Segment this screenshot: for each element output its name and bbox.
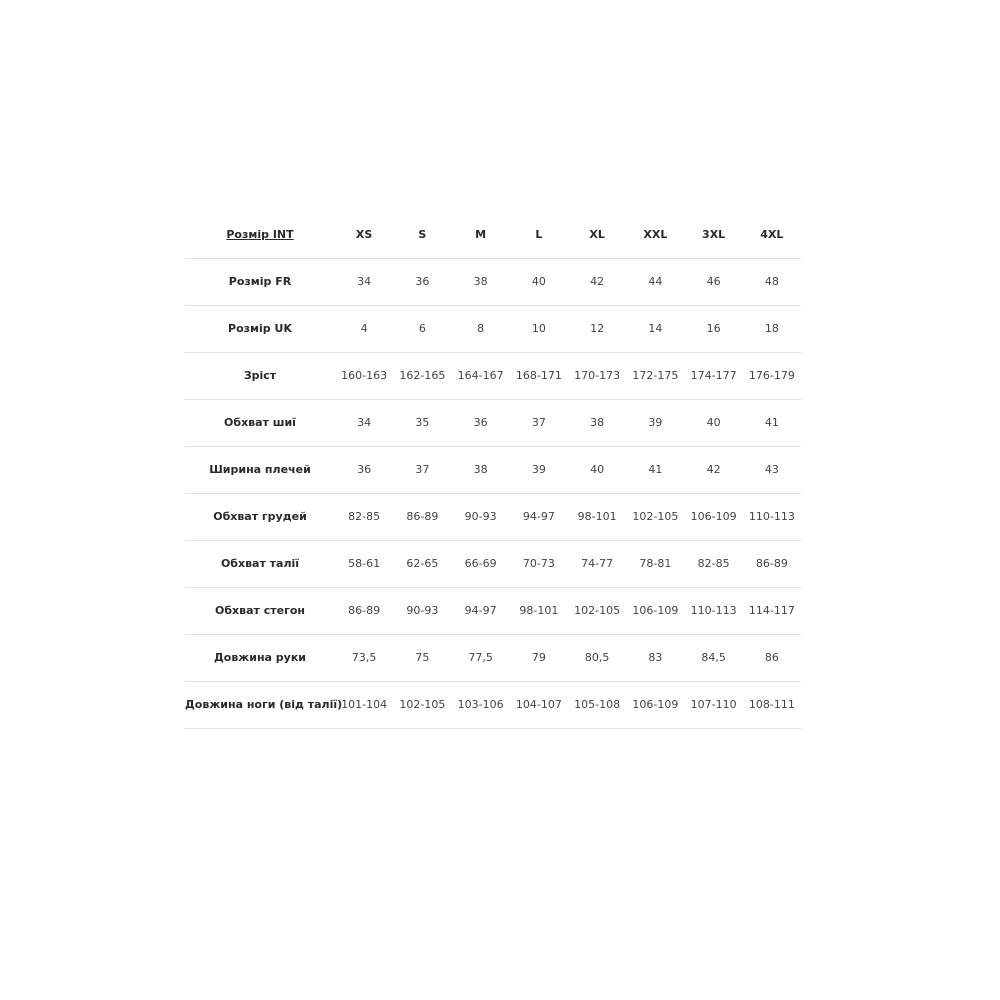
- table-cell: 16: [685, 305, 743, 352]
- table-cell: 6: [393, 305, 451, 352]
- table-cell: 168-171: [510, 352, 568, 399]
- table-cell: 101-104: [335, 681, 393, 728]
- table-cell: 44: [626, 258, 684, 305]
- table-cell: 172-175: [626, 352, 684, 399]
- table-cell: 38: [568, 399, 626, 446]
- size-int-label: Розмір INT: [226, 227, 294, 241]
- table-cell: 14: [626, 305, 684, 352]
- table-cell: 78-81: [626, 540, 684, 587]
- row-label-cell: Обхват шиї: [185, 399, 335, 446]
- table-cell: 73,5: [335, 634, 393, 681]
- table-row: [185, 681, 801, 728]
- row-label-cell: Обхват стегон: [185, 587, 335, 634]
- table-cell: 110-113: [685, 587, 743, 634]
- row-label-cell: Довжина ноги (від талії): [185, 681, 335, 728]
- header-size-cell: 4XL: [743, 211, 801, 258]
- header-size-cell: XXL: [626, 211, 684, 258]
- table-cell: 80,5: [568, 634, 626, 681]
- table-cell: 77,5: [452, 634, 510, 681]
- table-cell: 43: [743, 446, 801, 493]
- table-cell: 37: [393, 446, 451, 493]
- table-row: [185, 493, 801, 540]
- row-label-cell: Розмір UK: [185, 305, 335, 352]
- row-label-cell: Довжина руки: [185, 634, 335, 681]
- table-cell: 82-85: [335, 493, 393, 540]
- table-cell: 38: [452, 258, 510, 305]
- table-cell: 82-85: [685, 540, 743, 587]
- table-cell: 84,5: [685, 634, 743, 681]
- table-cell: 114-117: [743, 587, 801, 634]
- table-cell: 42: [568, 258, 626, 305]
- table-cell: 35: [393, 399, 451, 446]
- table-cell: 170-173: [568, 352, 626, 399]
- table-cell: 106-109: [685, 493, 743, 540]
- table-cell: 162-165: [393, 352, 451, 399]
- table-row: [185, 446, 801, 493]
- table-cell: 86-89: [335, 587, 393, 634]
- table-cell: 36: [335, 446, 393, 493]
- header-size-cell: M: [452, 211, 510, 258]
- table-cell: 36: [393, 258, 451, 305]
- table-cell: 18: [743, 305, 801, 352]
- table-header-row: [185, 211, 801, 258]
- table-cell: 108-111: [743, 681, 801, 728]
- table-cell: 40: [685, 399, 743, 446]
- table-cell: 40: [510, 258, 568, 305]
- table-row: [185, 352, 801, 399]
- table-cell: 98-101: [510, 587, 568, 634]
- table-cell: 41: [743, 399, 801, 446]
- table-cell: 110-113: [743, 493, 801, 540]
- table-cell: 75: [393, 634, 451, 681]
- table-cell: 86-89: [743, 540, 801, 587]
- row-label-cell: Ширина плечей: [185, 446, 335, 493]
- table-cell: 102-105: [393, 681, 451, 728]
- table-cell: 12: [568, 305, 626, 352]
- table-cell: 8: [452, 305, 510, 352]
- row-label-cell: Зріст: [185, 352, 335, 399]
- table-cell: 41: [626, 446, 684, 493]
- table-cell: 160-163: [335, 352, 393, 399]
- table-cell: 39: [626, 399, 684, 446]
- table-row: [185, 634, 801, 681]
- table-row: [185, 305, 801, 352]
- table-cell: 106-109: [626, 587, 684, 634]
- table-cell: 102-105: [568, 587, 626, 634]
- table-cell: 39: [510, 446, 568, 493]
- table-cell: 106-109: [626, 681, 684, 728]
- header-size-cell: XL: [568, 211, 626, 258]
- table-cell: 10: [510, 305, 568, 352]
- table-cell: 98-101: [568, 493, 626, 540]
- table-cell: 104-107: [510, 681, 568, 728]
- table-cell: 70-73: [510, 540, 568, 587]
- table-row: [185, 587, 801, 634]
- table-cell: 36: [452, 399, 510, 446]
- table-cell: 46: [685, 258, 743, 305]
- table-cell: 90-93: [452, 493, 510, 540]
- header-size-cell: S: [393, 211, 451, 258]
- table-cell: 4: [335, 305, 393, 352]
- table-cell: 58-61: [335, 540, 393, 587]
- header-size-cell: XS: [335, 211, 393, 258]
- table-cell: 105-108: [568, 681, 626, 728]
- table-cell: 174-177: [685, 352, 743, 399]
- table-cell: 86: [743, 634, 801, 681]
- table-cell: 94-97: [452, 587, 510, 634]
- table-cell: 37: [510, 399, 568, 446]
- table-cell: 62-65: [393, 540, 451, 587]
- table-cell: 48: [743, 258, 801, 305]
- table-cell: 164-167: [452, 352, 510, 399]
- row-label-cell: Розмір FR: [185, 258, 335, 305]
- table-cell: 102-105: [626, 493, 684, 540]
- table-cell: 83: [626, 634, 684, 681]
- size-chart-table: [185, 211, 801, 729]
- table-cell: 107-110: [685, 681, 743, 728]
- table-cell: 86-89: [393, 493, 451, 540]
- table-cell: 94-97: [510, 493, 568, 540]
- header-label-cell: [185, 211, 335, 258]
- table-cell: 42: [685, 446, 743, 493]
- table-row: [185, 399, 801, 446]
- header-size-cell: 3XL: [685, 211, 743, 258]
- table-cell: 34: [335, 258, 393, 305]
- table-cell: 38: [452, 446, 510, 493]
- table-cell: 176-179: [743, 352, 801, 399]
- table-cell: 40: [568, 446, 626, 493]
- row-label-cell: Обхват талії: [185, 540, 335, 587]
- table-row: [185, 540, 801, 587]
- table-cell: 103-106: [452, 681, 510, 728]
- header-size-cell: L: [510, 211, 568, 258]
- table-cell: 74-77: [568, 540, 626, 587]
- table-cell: 66-69: [452, 540, 510, 587]
- table-cell: 79: [510, 634, 568, 681]
- table-cell: 34: [335, 399, 393, 446]
- table-cell: 90-93: [393, 587, 451, 634]
- table-row: [185, 258, 801, 305]
- row-label-cell: Обхват грудей: [185, 493, 335, 540]
